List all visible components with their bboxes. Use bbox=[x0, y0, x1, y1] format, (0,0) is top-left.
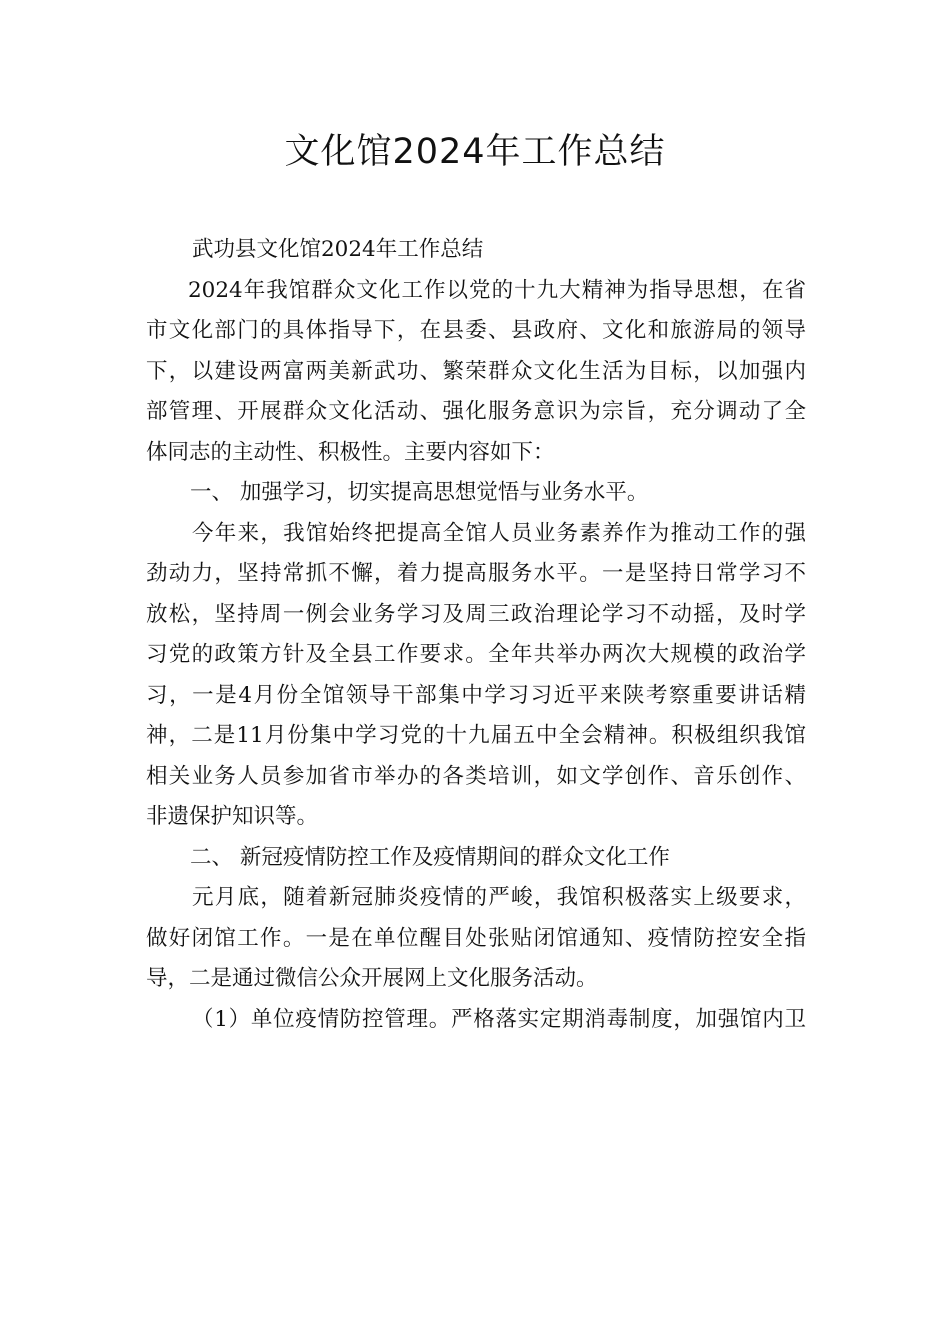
document-title: 文化馆2024年工作总结 bbox=[284, 132, 666, 172]
section-heading-1: 一、 加强学习，切实提高思想觉悟与业务水平。 bbox=[190, 480, 649, 505]
paragraph-line: 做好闭馆工作。一是在单位醒目处张贴闭馆通知、疫情防控安全指 bbox=[146, 925, 806, 951]
paragraph-line: 2024年我馆群众文化工作以党的十九大精神为指导思想，在省 bbox=[188, 277, 806, 303]
paragraph-line: 相关业务人员参加省市举办的各类培训，如文学创作、音乐创作、 bbox=[146, 763, 806, 789]
paragraph-line: 下，以建设两富两美新武功、繁荣群众文化生活为目标，以加强内 bbox=[146, 358, 806, 384]
paragraph-line: 劲动力，坚持常抓不懈，着力提高服务水平。一是坚持日常学习不 bbox=[146, 561, 806, 586]
intro-paragraph bbox=[146, 271, 806, 474]
paragraph-line: 今年来，我馆始终把提高全馆人员业务素养作为推动工作的强 bbox=[192, 520, 806, 546]
paragraph-line: 导，二是通过微信公众开展网上文化服务活动。 bbox=[146, 966, 598, 991]
paragraph-line: 元月底，随着新冠肺炎疫情的严峻，我馆积极落实上级要求， bbox=[192, 885, 806, 910]
document-subtitle: 武功县文化馆2024年工作总结 bbox=[192, 237, 484, 262]
paragraph-line: 习，一是4月份全馆领导干部集中学习习近平来陕考察重要讲话精 bbox=[146, 682, 806, 708]
paragraph-line: 放松，坚持周一例会业务学习及周三政治理论学习不动摇，及时学 bbox=[146, 601, 806, 627]
paragraph-line: 体同志的主动性、积极性。主要内容如下： bbox=[146, 439, 555, 465]
paragraph-line: 非遗保护知识等。 bbox=[146, 804, 319, 829]
section-heading-2: 二、 新冠疫情防控工作及疫情期间的群众文化工作 bbox=[190, 844, 670, 870]
paragraph-line: 神，二是11月份集中学习党的十九届五中全会精神。积极组织我馆 bbox=[146, 723, 806, 748]
document-body bbox=[146, 230, 806, 1040]
section2-paragraph bbox=[146, 878, 806, 1000]
paragraph-line: 市文化部门的具体指导下，在县委、县政府、文化和旅游局的领导 bbox=[146, 318, 806, 343]
subsection-line-1: （1）单位疫情防控管理。严格落实定期消毒制度，加强馆内卫 bbox=[192, 1006, 806, 1032]
section1-paragraph bbox=[146, 514, 806, 838]
paragraph-line: 习党的政策方针及全县工作要求。全年共举办两次大规模的政治学 bbox=[146, 642, 806, 667]
paragraph-line: 部管理、开展群众文化活动、强化服务意识为宗旨，充分调动了全 bbox=[146, 399, 806, 424]
